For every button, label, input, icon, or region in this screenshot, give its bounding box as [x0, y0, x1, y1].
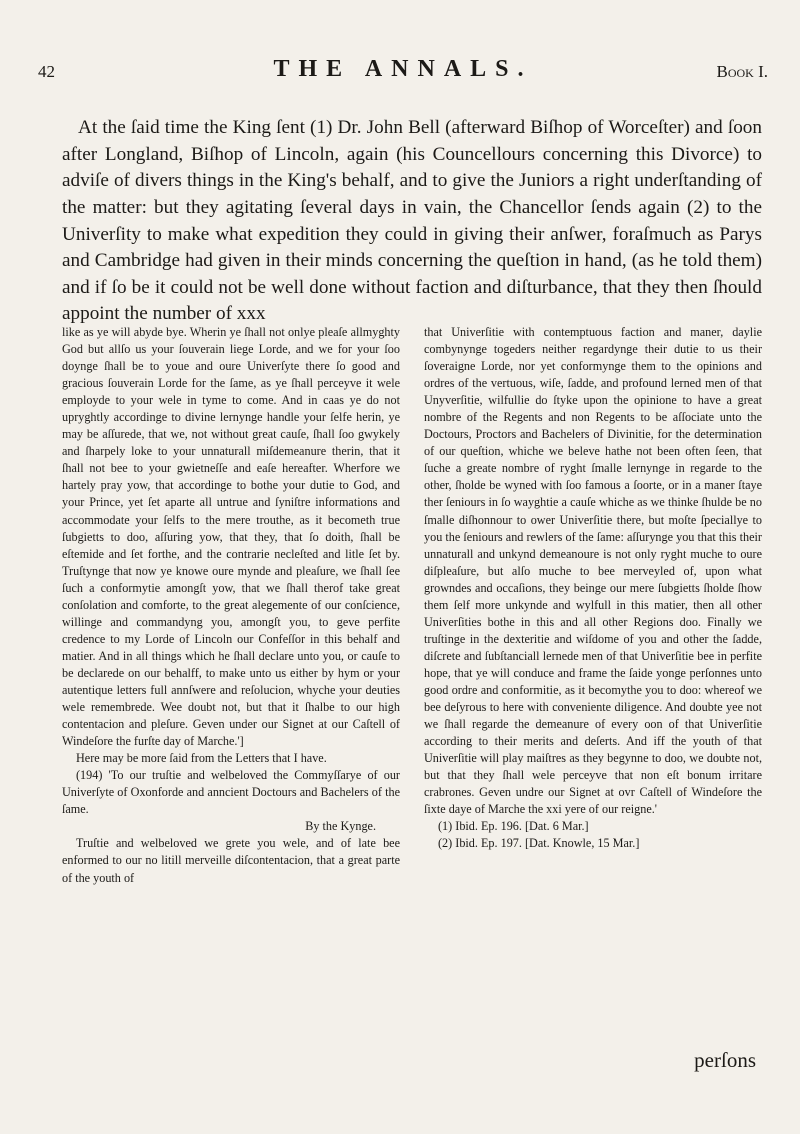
right-column [424, 324, 762, 852]
book-label: Book I. [716, 62, 768, 81]
intro-paragraph: At the ſaid time the King ſent (1) Dr. John Bell (afterward Biſhop of Worceſter) and ſoon after Longland, Biſhop of Lincoln, again (his Councellours concerning this Divorce) to adviſe of divers things in the King's behalf, and to give the Juniors a right underſtanding of the matter: but they agitating ſeveral days in vain, the Chancellor ſends again (2) to the Univerſity to make what expedition they could in giving their anſwer, foraſmuch as Parys and Cambridge had given in their minds concerning the queſtion in hand, (as he told them) and if ſo be it could not be well done without faction and diſturbance, that they then ſhould appoint the number of xxx [62, 117, 762, 325]
editor-remark: Here may be more ſaid from the Letters that I have. [76, 751, 327, 766]
running-title: THE ANNALS. [273, 56, 533, 82]
left-column [62, 324, 400, 887]
letter-text: Truſtie and welbeloved we grete you wele, and of late bee enformed to our no litill merveille diſcontentacion, that a great parte of the youth of [62, 836, 400, 885]
page-header [38, 56, 768, 86]
catchword: perſons [694, 1048, 756, 1072]
footnote: (2) Ibid. Ep. 197. [Dat. Knowle, 15 Mar.] [438, 836, 640, 851]
letter-signature: By the Kynge. [305, 819, 376, 834]
letter-address: (194) 'To our truſtie and welbeloved the Commyſſarye of our Univerſyte of Oxonforde and anncient Doctours and Bachelers of the ſame. [62, 768, 400, 817]
footnote: (1) Ibid. Ep. 196. [Dat. 6 Mar.] [438, 819, 589, 834]
letter-text: like as ye will abyde bye. Wherin ye ſhall not onlye pleaſe allmyghty God but allſo us your ſouverain liege Lorde, and we for your ſoo doynge ſhall be to youe and oure Univerſyte there ſo good and gracious ſouverain Lorde for the ſame, as ye ſhall perceyve it wele employde to your wele in tyme to come. And in caas ye do not upryghtly accordinge to divine lernynge handle your ſelfe herin, ye may be aſſurede, that we, not without great cauſe, ſhall ſoo gwykely and ſharpely loke to your unnaturall miſdemeanure therin, that it ſhall not bee to your gwietneſſe and eaſe hereafter. Wherfore we hartely pray yow, that accordinge to bothe your dutie to God, and your Prince, yet ſet aparte all untrue and ſyniſtre informations and accommodate your ſelfs to the mere trouthe, as it becometh true ſubgietts to doo, aſſuring yow, that they, that ſo doith, ſhall be eſtemide and ſet forthe, and the contrarie necleſted and litle ſet by. Truſtynge that now ye knowe oure mynde and pleaſure, we ſhall ſee ſuch a conformytie amongſt yow, that we ſhall therof take great conſolation and comforte, to the great alegemente of our conſcience, willinge and commandyng you, amongſt you, to geve perfite credence to my Lorde of Lincoln our Confeſſor in this behalf and matier. And in all things which he ſhall declare unto you, or cauſe to be declarede on our behalff, to make unto us either by hym or your autentique letters full annſwere and reſolucion, whyche your deuties wele remembrede. Wee doubt not, but that it ſhalbe to our high contentacion and pleſure. Geven under our Signet at our Caſtell of Windeſore the furſte day of Marche.'] [62, 325, 400, 749]
letter-text: that Univerſitie with contemptuous faction and maner, daylie combynynge togeders neither regardynge their dutie to us their ſoveraigne Lorde, nor yet conformynge them to the opinions and ordres of the vertuous, wiſe, ſadde, and profound lerned men of that Unyverſitie, wilfullie do ſtyke upon the opinione to have a great nombre of the Regents and non Regents to be aſſociate unto the Doctours, Proctors and Bachelers of Divinitie, for the determination of our queſtion, whiche we beleve hathe not been often ſeen, that ſuche a greate nombre of ryght ſmalle lernynge in regarde to the other, ſholde be wyned with ſoo famous a ſoorte, or in a maner ſtaye ther ſeniours in ſo wayghtie a cauſe whiche as we thinke ſhulde be no ſmalle diſhonnour to ower Univerſitie there, but moſte ſpeciallye to you the ſeniours and rewlers of the ſame: aſſurynge you that this their unnaturall and unkynd demeanoure is not only ryght muche to oure diſpleaſure, but alſo muche to bee merveyled of, upon what growndes and occaſions, they beinge our mere ſubgietts ſholde ſhow them ſelf more unkynde and wylfull in this matier, then all other Univerſities bothe in this and all other Regions doo. Finally we truſtinge in the dexteritie and wiſdome of you and other the ſadde, diſcrete and ſubſtanciall lernede men of that Univerſitie bee in perfite hope, that ye will conduce and frame the ſaide yonge perſonnes unto good ordre and conformitie, as it becomythe you to doo: whereof we bee deſyrous to here with conveniente diligence. And doubte yee not we ſhall regarde the demeanure of every oon of that Univerſitie according to their merits and deſerts. And iff the youth of that Univerſitie will play maiſtres as they begynne to doo, we doubte not, but that they ſhall wele perceyve that non eſt bonum irritare crabrones. Geven undre our Signet at ovr Caſtell of Windeſore the ſixte daye of Marche the xxi yere of our reigne.' [424, 325, 762, 817]
page-number: 42 [38, 62, 55, 81]
